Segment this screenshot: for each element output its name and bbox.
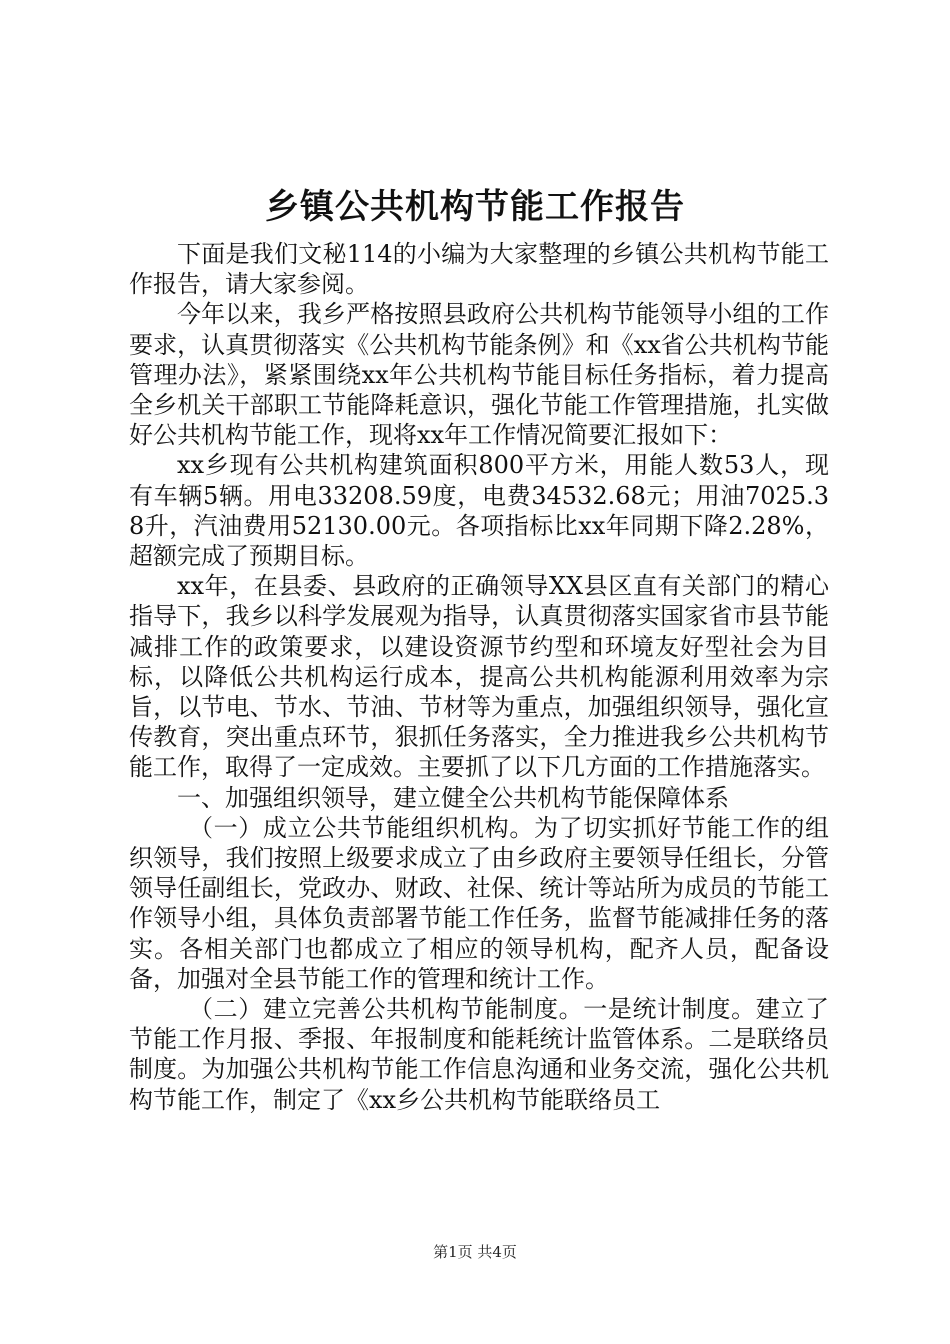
- paragraph-statistics: xx乡现有公共机构建筑面积800平方米，用能人数53人，现有车辆5辆。用电33208.59度，电费34532.68元；用油7025.38升，汽油费用52130.00元。各项指标比xx年同期下降2.28%，超额完成了预期目标。: [129, 451, 829, 571]
- paragraph-achievements: xx年，在县委、县政府的正确领导XX县区直有关部门的精心指导下，我乡以科学发展观为指导，认真贯彻落实国家省市县节能减排工作的政策要求，以建设资源节约型和环境友好型社会为目标，以降低公共机构运行成本，提高公共机构能源利用效率为宗旨，以节电、节水、节油、节材等为重点，加强组织领导，强化宣传教育，突出重点环节，狠抓任务落实，全力推进我乡公共机构节能工作，取得了一定成效。主要抓了以下几方面的工作措施落实。: [129, 572, 829, 782]
- section-heading-1: 一、加强组织领导，建立健全公共机构节能保障体系: [177, 783, 729, 812]
- paragraph-intro: 下面是我们文秘114的小编为大家整理的乡镇公共机构节能工作报告，请大家参阅。: [129, 240, 829, 299]
- page-footer: 第1页 共4页: [433, 1243, 517, 1261]
- document-title: 乡镇公共机构节能工作报告: [265, 187, 685, 227]
- paragraph-subsection-1: （一）成立公共节能组织机构。为了切实抓好节能工作的组织领导，我们按照上级要求成立了由乡政府主要领导任组长，分管领导任副组长，党政办、财政、社保、统计等站所为成员的节能工作领导小组，具体负责部署节能工作任务，监督节能减排任务的落实。各相关部门也都成立了相应的领导机构，配齐人员，配备设备，加强对全县节能工作的管理和统计工作。: [129, 813, 829, 993]
- paragraph-subsection-2: （二）建立完善公共机构节能制度。一是统计制度。建立了节能工作月报、季报、年报制度和能耗统计监管体系。二是联络员制度。为加强公共机构节能工作信息沟通和业务交流，强化公共机构节能工作，制定了《xx乡公共机构节能联络员工: [129, 995, 829, 1114]
- paragraph-overview: 今年以来，我乡严格按照县政府公共机构节能领导小组的工作要求，认真贯彻落实《公共机构节能条例》和《xx省公共机构节能管理办法》，紧紧围绕xx年公共机构节能目标任务指标，着力提高全乡机关干部职工节能降耗意识，强化节能工作管理措施，扎实做好公共机构节能工作，现将xx年工作情况简要汇报如下：: [129, 300, 829, 450]
- document-body: [129, 239, 829, 1115]
